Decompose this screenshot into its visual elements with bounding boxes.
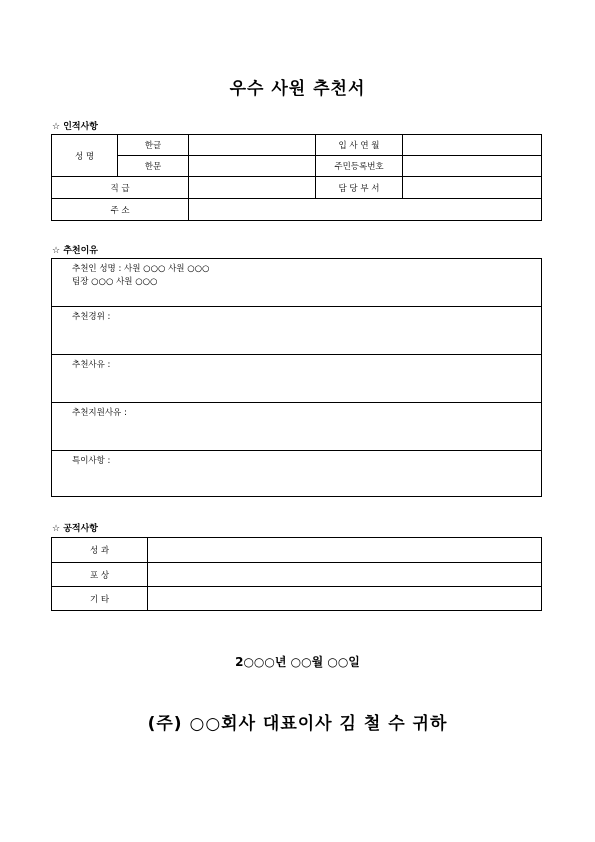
dept-label: 담 당 부 서 bbox=[316, 177, 403, 199]
achievement-field[interactable] bbox=[148, 538, 542, 563]
date-line: 2○○○년 ○○월 ○○일 bbox=[235, 655, 360, 669]
personal-info-heading: ☆ 인적사항 bbox=[52, 122, 98, 132]
resident-no-field[interactable] bbox=[403, 156, 542, 177]
support-label: 추천지원사유 : bbox=[72, 408, 127, 418]
hanja-label: 한문 bbox=[118, 156, 189, 177]
award-field[interactable] bbox=[148, 563, 542, 587]
address-field[interactable] bbox=[189, 199, 542, 221]
recommender-row[interactable] bbox=[52, 259, 541, 307]
hangul-label: 한글 bbox=[118, 135, 189, 156]
merit-heading: ☆ 공적사항 bbox=[52, 524, 98, 534]
document-title: 우수 사원 추천서 bbox=[229, 79, 366, 99]
special-label: 특이사항 : bbox=[72, 456, 111, 466]
rank-field[interactable] bbox=[189, 177, 316, 199]
merit-table bbox=[51, 537, 542, 611]
address-label: 주 소 bbox=[52, 199, 189, 221]
hangul-name-field[interactable] bbox=[189, 135, 316, 156]
award-label: 포 상 bbox=[52, 563, 148, 587]
rank-label: 직 급 bbox=[52, 177, 189, 199]
support-row[interactable] bbox=[52, 403, 541, 451]
reason-box bbox=[51, 258, 542, 497]
personal-info-table bbox=[51, 134, 542, 221]
dept-field[interactable] bbox=[403, 177, 542, 199]
history-label: 추천경위 : bbox=[72, 312, 111, 322]
reason-heading: ☆ 추천이유 bbox=[52, 246, 98, 256]
cause-label: 추천사유 : bbox=[72, 360, 111, 370]
resident-no-label: 주민등록번호 bbox=[316, 156, 403, 177]
hanja-name-field[interactable] bbox=[189, 156, 316, 177]
recommender-line-2: 팀장 ○○○ 사원 ○○○ bbox=[72, 277, 158, 287]
recommender-line-1: 추천인 성명 : 사원 ○○○ 사원 ○○○ bbox=[72, 264, 210, 274]
other-field[interactable] bbox=[148, 587, 542, 611]
achievement-label: 성 과 bbox=[52, 538, 148, 563]
name-label: 성 명 bbox=[52, 135, 118, 177]
join-date-label: 입 사 연 월 bbox=[316, 135, 403, 156]
other-label: 기 타 bbox=[52, 587, 148, 611]
cause-row[interactable] bbox=[52, 355, 541, 403]
history-row[interactable] bbox=[52, 307, 541, 355]
special-row[interactable] bbox=[52, 451, 541, 495]
recipient-line: (주) ○○회사 대표이사 김 철 수 귀하 bbox=[147, 714, 448, 734]
join-date-field[interactable] bbox=[403, 135, 542, 156]
